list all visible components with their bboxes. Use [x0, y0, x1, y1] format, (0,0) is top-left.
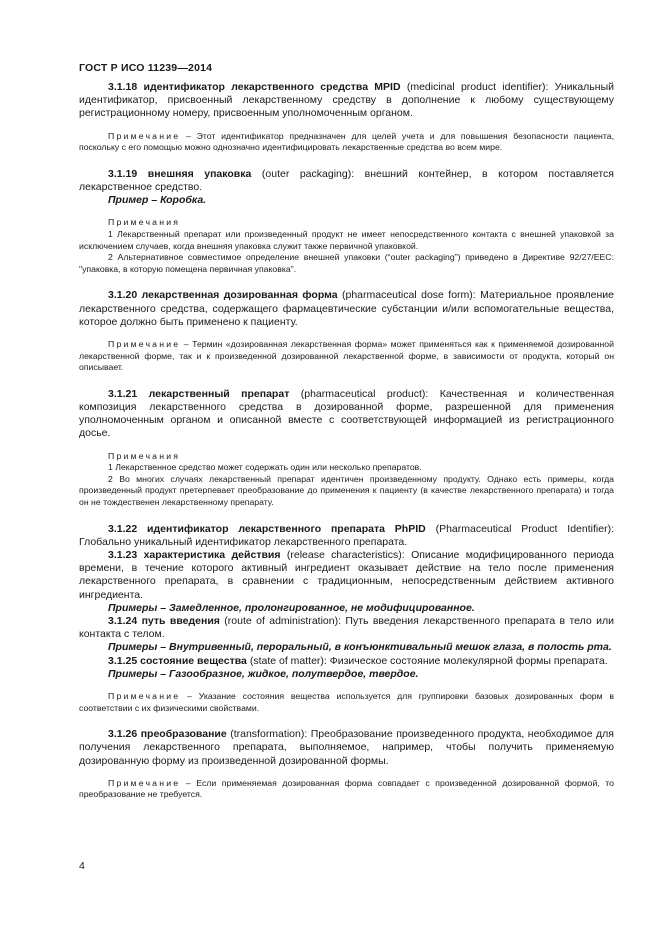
- entry-3-1-22: [79, 523, 614, 549]
- note-item: 1 Лекарственный препарат или произведенный продукт не имеет непосредственного контакта с внешней упаковкой за исключением случаев, когда внешняя упаковка служит также первичной упаковкой.: [79, 229, 614, 251]
- entry-term: лекарственная дозированная форма: [141, 289, 338, 302]
- entry-number: 3.1.21: [108, 387, 138, 400]
- entry-number: 3.1.18: [108, 81, 138, 93]
- note-3-1-25: Примечание – Указание состояния вещества используется для группировки базовых дозированных форм в соответствии с их физическими свойствами.: [79, 690, 614, 713]
- entry-term: преобразование: [140, 728, 227, 741]
- note-label: Примечание: [108, 690, 181, 701]
- note-3-1-26: Примечание – Если применяемая дозированная форма совпадает с произведенной дозированной формой, то преобразование не требуется.: [79, 777, 614, 800]
- entry-3-1-19: [79, 168, 614, 194]
- entry-definition: (pharmaceutical product): Качественная и количественная композиция лекарственного средства в дозированной форме, разрешенной для применения уполномоченным органом и описанной вместе с соответствующей информацией из регистрационного досье.: [79, 387, 615, 440]
- standard-header: ГОСТ Р ИСО 11239—2014: [79, 62, 213, 74]
- notes-heading: Примечания: [108, 217, 181, 228]
- note-label: Примечание: [108, 130, 181, 141]
- entry-definition: (transformation): Преобразование произведенного продукта, необходимое для получения лекарственного препарата, выполняемое, например, чтобы получить применяемую дозированную форму из произведенной дозированной формы.: [79, 728, 614, 767]
- entry-term: идентификатор лекарственного средства MPID: [143, 81, 401, 93]
- entry-definition: (release characteristics): Описание модифицированного периода времени, в течение которого активный ингредиент оказывает действие на тело после применения лекарственного препарата, в сравнении с традиционным, непосредственным действием активного ингредиента.: [79, 548, 614, 601]
- entry-number: 3.1.20: [108, 289, 138, 302]
- entry-number: 3.1.19: [108, 167, 138, 180]
- entry-3-1-23: [79, 549, 614, 602]
- entry-term: состояние вещества: [140, 654, 247, 667]
- entry-number: 3.1.23: [108, 548, 138, 561]
- entry-3-1-20: [79, 289, 614, 329]
- entry-definition: (state of matter): Физическое состояние молекулярной формы препарата.: [246, 654, 608, 667]
- entry-3-1-21: [79, 388, 614, 441]
- note-item: 1 Лекарственное средство может содержать один или несколько препаратов.: [108, 462, 422, 473]
- entry-term: идентификатор лекарственного препарата PhPID: [147, 522, 426, 535]
- note-text: Указание состояния вещества используется для группировки базовых дозированных форм в соответствии с их физическими свойствами.: [79, 690, 614, 713]
- entry-3-1-26: [79, 728, 614, 768]
- entry-term: характеристика действия: [143, 548, 281, 561]
- entry-3-1-18: [79, 81, 614, 121]
- entry-definition: (pharmaceutical dose form): Материальное проявление лекарственного средства, содержащего фармацевтические субстанции и/или вспомогательные вещества, которое должно быть применено к пациенту.: [79, 289, 614, 328]
- example-3-1-25: Примеры – Газообразное, жидкое, полутвердое, твердое.: [108, 667, 419, 680]
- note-label: Примечание: [108, 777, 181, 788]
- entry-number: 3.1.22: [108, 522, 138, 535]
- note-item: 2 Во многих случаях лекарственный препарат идентичен произведенному продукту. Однако есть примеры, когда произведенный продукт претерпевает преобразование до применения к пациенту (в качестве лекарственного препарата) и тогда он не тождественен лекарственному препарату.: [79, 473, 614, 507]
- entry-definition: (medicinal product identifier): Уникальный идентификатор, присвоенный лекарственному средству в дополнение к любому существующему регистрационному номеру, присвоенным уполномоченным органом.: [79, 81, 614, 120]
- entry-number: 3.1.26: [108, 728, 138, 741]
- note-item: 2 Альтернативное совместимое определение внешней упаковки (“outer packaging”) приведено в Директиве 92/27/EEC: "упаковка, в которую помещена первичная упаковка".: [79, 252, 614, 274]
- entry-definition: (Pharmaceutical Product Identifier): Глобально уникальный идентификатор лекарственного препарата.: [79, 522, 614, 548]
- entry-term: внешняя упаковка: [147, 167, 252, 180]
- note-text: Если применяемая дозированная форма совпадает с произведенной дозированной формой, то преобразование не требуется.: [79, 777, 614, 800]
- entry-3-1-25: [79, 655, 614, 668]
- example-3-1-24: Примеры – Внутривенный, пероральный, в конъюнктивальный мешок глаза, в полость рта.: [108, 641, 612, 654]
- note-3-1-18: Примечание – Этот идентификатор предназначен для целей учета и для повышения безопасности пациента, поскольку с его помощью можно однозначно идентифицировать лекарственные средства во всем мире.: [79, 130, 614, 153]
- notes-heading: Примечания: [108, 450, 181, 461]
- note-text: Термин «дозированная лекарственная форма» может применяться как к применяемой дозированной лекарственной форме, так и к произведенной дозированной лекарственной форме, в зависимости от продукта, который он описывает.: [79, 338, 614, 373]
- entry-term: путь введения: [141, 614, 220, 627]
- note-3-1-20: Примечание – Термин «дозированная лекарственная форма» может применяться как к применяемой дозированной лекарственной форме, так и к произведенной дозированной лекарственной форме, в зависимости от продукта, который он описывает.: [79, 338, 614, 373]
- entry-definition: (outer packaging): внешний контейнер, в котором поставляется лекарственное средство.: [79, 167, 614, 193]
- page-number: 4: [79, 860, 85, 872]
- example-3-1-23: Примеры – Замедленное, пролонгированное, не модифицированное.: [108, 601, 475, 614]
- example-3-1-19: Пример – Коробка.: [108, 194, 207, 207]
- note-text: Этот идентификатор предназначен для целей учета и для повышения безопасности пациента, поскольку с его помощью можно однозначно идентифицировать лекарственные средства во всем мире.: [79, 130, 614, 153]
- note-label: Примечание: [108, 338, 181, 349]
- entry-3-1-24: [79, 615, 614, 641]
- document-page: [79, 62, 614, 801]
- entry-term: лекарственный препарат: [148, 387, 290, 400]
- entry-number: 3.1.24: [108, 614, 138, 627]
- entry-definition: (route of administration): Путь введения лекарственного препарата в тело или контакта с телом.: [79, 614, 614, 641]
- entry-number: 3.1.25: [108, 654, 138, 667]
